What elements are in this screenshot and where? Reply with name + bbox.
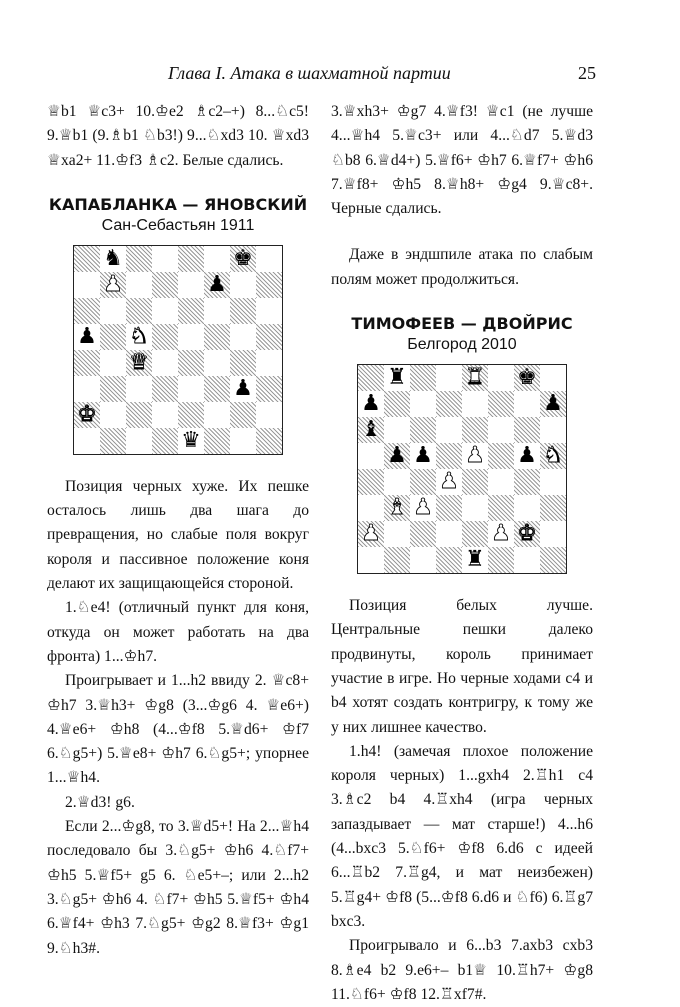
square-h6 [256, 298, 282, 324]
square-h4 [256, 350, 282, 376]
right-p5: Проигрывало и 6...b3 7.axb3 cxb3 8.♗e4 b2 9.e6+– b1♕ 10.♖h7+ ♔g8 11.♘f6+ ♔f8 12.♖xf7#. [331, 937, 593, 1003]
square-f3 [204, 376, 230, 402]
square-g2 [514, 521, 540, 547]
running-header [168, 62, 596, 84]
square-a7 [358, 391, 384, 417]
square-c8 [410, 365, 436, 391]
square-h6 [540, 417, 566, 443]
square-g2 [230, 402, 256, 428]
square-c6 [126, 298, 152, 324]
white-knight-icon: ♞ [543, 443, 563, 469]
black-rook-icon: ♜ [387, 365, 407, 391]
square-a2 [74, 402, 100, 428]
square-h3 [540, 495, 566, 521]
square-a6 [358, 417, 384, 443]
left-p2: Позиция черных хуже. Их пешке осталось лишь два шага до превращения, но слабые поля вокруг короля и пассивное положение коня делают их защищающейся стороной. [47, 477, 309, 593]
square-b5 [384, 443, 410, 469]
game-subtitle-timofeev: Белгород 2010 [407, 336, 517, 354]
white-rook-icon: ♜ [465, 365, 485, 391]
square-a6 [74, 298, 100, 324]
square-d1 [436, 547, 462, 573]
square-d1 [152, 428, 178, 454]
square-g5 [514, 443, 540, 469]
black-pawn-icon: ♟ [387, 443, 407, 469]
black-pawn-icon: ♟ [77, 323, 97, 349]
square-b2 [100, 402, 126, 428]
square-e8 [178, 246, 204, 272]
black-pawn-icon: ♟ [207, 271, 227, 297]
square-f4 [488, 469, 514, 495]
right-p4: 1.h4! (замечая плохое положение короля черных) 1...gxh4 2.♖h1 c4 3.♗c2 b4 4.♖xh4 (игра черных запаздывает — мат старше!) 4...h6 (4...bxc3 5.♘f6+ ♔f8 6.d6 с идеей 6...♖b2 7.♖g4, и мат неизбежен) 5.♖g4+ ♔f8 (5...♔f8 6.d6 и ♘f6) 6.♖g7 bxc3. [331, 742, 593, 930]
square-c5 [126, 324, 152, 350]
square-f7 [204, 272, 230, 298]
square-b6 [100, 298, 126, 324]
square-h1 [540, 547, 566, 573]
square-e6 [178, 298, 204, 324]
square-e1 [462, 547, 488, 573]
square-e7 [178, 272, 204, 298]
chess-diagram-timofeev [357, 364, 567, 574]
square-e7 [462, 391, 488, 417]
square-f6 [204, 298, 230, 324]
square-b4 [100, 350, 126, 376]
square-b7 [384, 391, 410, 417]
white-king-icon: ♚ [77, 401, 97, 427]
square-g7 [230, 272, 256, 298]
square-d2 [152, 402, 178, 428]
square-c3 [126, 376, 152, 402]
black-pawn-icon: ♟ [233, 375, 253, 401]
square-c1 [410, 547, 436, 573]
square-f3 [488, 495, 514, 521]
square-g4 [230, 350, 256, 376]
square-d2 [436, 521, 462, 547]
black-pawn-icon: ♟ [361, 391, 381, 417]
square-f7 [488, 391, 514, 417]
black-king-icon: ♚ [233, 245, 253, 271]
square-d7 [152, 272, 178, 298]
square-f2 [204, 402, 230, 428]
square-b3 [384, 495, 410, 521]
square-g3 [514, 495, 540, 521]
square-b8 [384, 365, 410, 391]
square-e3 [178, 376, 204, 402]
square-f5 [204, 324, 230, 350]
square-h7 [256, 272, 282, 298]
square-e2 [178, 402, 204, 428]
game-subtitle-capablanca: Сан-Себастьян 1911 [101, 216, 255, 234]
square-f6 [488, 417, 514, 443]
square-c7 [126, 272, 152, 298]
square-g1 [230, 428, 256, 454]
square-g7 [514, 391, 540, 417]
square-e4 [178, 350, 204, 376]
left-p4: Проигрывает и 1...h2 ввиду 2. ♕c8+ ♔h7 3.♕h3+ ♔g8 (3...♔g6 4. ♕e6+) 4.♕e6+ ♔h8 (4...♔f8 5.♕d6+ ♔f7 6.♘g5+) 5.♕e8+ ♔h7 6.♘g5+; упорнее 1...♕h4. [47, 672, 309, 787]
square-d5 [436, 443, 462, 469]
square-h3 [256, 376, 282, 402]
left-p6: Если 2...♔g8, то 3.♕d5+! На 2...♕h4 последовало бы 3.♘g5+ ♔h6 4.♘f7+ ♔h5 5.♕f5+ g5 6. ♘e5+–; или 2...h2 3.♘g5+ ♔h6 4. ♘f7+ ♔h5 5.♕f5+ ♔h4 6.♕f4+ ♔h3 7.♘g5+ ♔g2 8.♕f3+ ♔g1 9.♘h3#. [47, 818, 309, 957]
right-column [331, 100, 593, 1007]
square-d6 [152, 298, 178, 324]
black-knight-icon: ♞ [103, 245, 123, 271]
square-g5 [230, 324, 256, 350]
square-d3 [152, 376, 178, 402]
left-column [47, 100, 309, 961]
square-c4 [410, 469, 436, 495]
right-p2: Даже в эндшпиле атака по слабым полям может продолжиться. [331, 246, 593, 288]
square-a1 [358, 547, 384, 573]
square-h7 [540, 391, 566, 417]
square-h8 [256, 246, 282, 272]
square-a7 [74, 272, 100, 298]
white-pawn-icon: ♟ [413, 495, 433, 521]
square-e6 [462, 417, 488, 443]
black-rook-icon: ♜ [465, 547, 485, 573]
square-f1 [204, 428, 230, 454]
square-b6 [384, 417, 410, 443]
black-pawn-icon: ♟ [413, 443, 433, 469]
square-b5 [100, 324, 126, 350]
square-a8 [74, 246, 100, 272]
square-a2 [358, 521, 384, 547]
square-b2 [384, 521, 410, 547]
square-c5 [410, 443, 436, 469]
square-d4 [152, 350, 178, 376]
square-e3 [462, 495, 488, 521]
white-pawn-icon: ♟ [491, 521, 511, 547]
square-h2 [540, 521, 566, 547]
square-d5 [152, 324, 178, 350]
white-queen-icon: ♛ [129, 349, 149, 375]
square-e8 [462, 365, 488, 391]
black-pawn-icon: ♟ [543, 391, 563, 417]
white-pawn-icon: ♟ [465, 443, 485, 469]
running-title: Глава I. Атака в шахматной партии [168, 63, 451, 83]
right-p3: Позиция белых лучше. Центральные пешки далеко продвинуты, король принимает участие в игре. Но черные ходами c4 и b4 хотят создать контригру, к тому же у них лишнее качество. [331, 597, 593, 736]
square-g8 [514, 365, 540, 391]
square-b1 [384, 547, 410, 573]
white-pawn-icon: ♟ [361, 521, 381, 547]
square-b7 [100, 272, 126, 298]
black-queen-icon: ♛ [181, 427, 201, 453]
square-b3 [100, 376, 126, 402]
white-king-icon: ♚ [517, 521, 537, 547]
black-bishop-icon: ♝ [361, 417, 381, 443]
square-c2 [126, 402, 152, 428]
left-p5: 2.♕d3! g6. [65, 793, 135, 811]
left-p1: ♕b1 ♕c3+ 10.♔e2 ♗c2–+) 8...♘c5! 9.♕b1 (9.♗b1 ♘b3!) 9...♘xd3 10. ♕xd3 ♕xa2+ 11.♔f3 ♗c2. Белые сдались. [47, 103, 309, 169]
square-g8 [230, 246, 256, 272]
right-p1: 3.♕xh3+ ♔g7 4.♕f3! ♕c1 (не лучше 4...♕h4 5.♕c3+ или 4...♘d7 5.♕d3 ♘b8 6.♕d4+) 5.♕f6+ ♔h7 6.♕f7+ ♔h6 7.♕f8+ ♔h5 8.♕h8+ ♔g4 9.♕c8+. Черные сдались. [331, 103, 593, 218]
square-a3 [358, 495, 384, 521]
game-title-capablanca: КАПАБЛАНКА — ЯНОВСКИЙ [48, 194, 308, 214]
square-c1 [126, 428, 152, 454]
square-g1 [514, 547, 540, 573]
square-g6 [230, 298, 256, 324]
black-king-icon: ♚ [517, 365, 537, 391]
square-d6 [436, 417, 462, 443]
square-f8 [488, 365, 514, 391]
square-f2 [488, 521, 514, 547]
square-d8 [152, 246, 178, 272]
square-e1 [178, 428, 204, 454]
square-d7 [436, 391, 462, 417]
square-b1 [100, 428, 126, 454]
square-a5 [74, 324, 100, 350]
square-h5 [256, 324, 282, 350]
left-p3: 1.♘e4! (отличный пункт для коня, откуда он может работать на два фронта) 1...♔h7. [47, 599, 309, 665]
square-f4 [204, 350, 230, 376]
square-a5 [358, 443, 384, 469]
square-c2 [410, 521, 436, 547]
square-e5 [178, 324, 204, 350]
square-e2 [462, 521, 488, 547]
game-title-timofeev: ТИМОФЕЕВ — ДВОЙРИС [351, 314, 573, 334]
white-pawn-icon: ♟ [439, 469, 459, 495]
chess-diagram-capablanca [73, 245, 283, 455]
square-b8 [100, 246, 126, 272]
square-c3 [410, 495, 436, 521]
page-number: 25 [578, 63, 596, 83]
square-d3 [436, 495, 462, 521]
square-b4 [384, 469, 410, 495]
square-a3 [74, 376, 100, 402]
square-c7 [410, 391, 436, 417]
square-f8 [204, 246, 230, 272]
square-c6 [410, 417, 436, 443]
square-d8 [436, 365, 462, 391]
square-h5 [540, 443, 566, 469]
square-a4 [74, 350, 100, 376]
square-g4 [514, 469, 540, 495]
square-h2 [256, 402, 282, 428]
square-e4 [462, 469, 488, 495]
white-knight-icon: ♞ [129, 323, 149, 349]
black-pawn-icon: ♟ [517, 443, 537, 469]
square-d4 [436, 469, 462, 495]
square-f5 [488, 443, 514, 469]
square-f1 [488, 547, 514, 573]
square-a4 [358, 469, 384, 495]
square-g3 [230, 376, 256, 402]
square-c8 [126, 246, 152, 272]
square-g6 [514, 417, 540, 443]
square-a1 [74, 428, 100, 454]
square-h4 [540, 469, 566, 495]
square-c4 [126, 350, 152, 376]
square-a8 [358, 365, 384, 391]
square-h8 [540, 365, 566, 391]
square-h1 [256, 428, 282, 454]
square-e5 [462, 443, 488, 469]
white-pawn-icon: ♟ [103, 271, 123, 297]
white-bishop-icon: ♝ [387, 495, 407, 521]
